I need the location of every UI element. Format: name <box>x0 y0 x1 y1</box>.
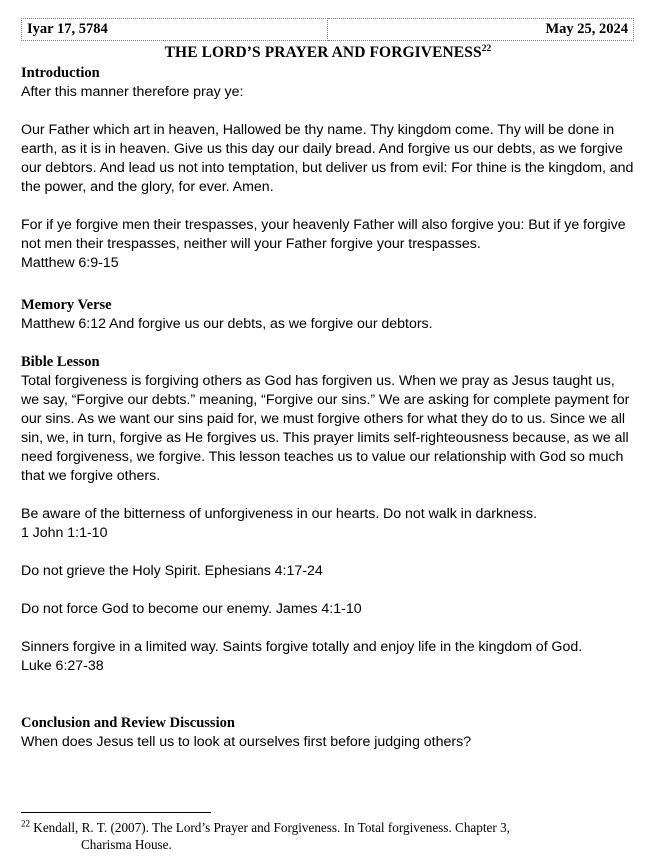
spacer <box>21 273 635 292</box>
hebrew-date-cell: Iyar 17, 5784 <box>22 19 328 41</box>
spacer <box>21 102 635 121</box>
title-footnote-marker: 22 <box>481 43 492 54</box>
footnote-line-2: Charisma House. <box>81 837 172 853</box>
lesson-point-text-2: Do not force God to become our enemy. James 4:1-10 <box>21 601 362 618</box>
heading-memory-verse: Memory Verse <box>21 297 112 314</box>
spacer <box>21 581 635 600</box>
document-body <box>21 64 635 752</box>
spacer <box>21 676 635 695</box>
footnote-marker: 22 <box>21 818 30 829</box>
memory-verse-text: Matthew 6:12 And forgive us our debts, as we forgive our debtors. <box>21 315 433 332</box>
heading-bible-lesson: Bible Lesson <box>21 353 100 370</box>
bible-lesson-paragraph: Total forgiveness is forgiving others as God has forgiven us. When we pray as Jesus taught us, we say, “Forgive our debts.” meaning, “Forgive our sins.” We are asking for complete payment for our sins. As we want our sins paid for, we must forgive others for what they do to us. Since we all sin, we, in turn, forgive as He forgives us. This prayer limits self-righteousness because, as we all need forgiveness, we forgive. This lesson teaches us to value our relationship with God so much that we forgive others. <box>21 372 630 484</box>
lords-prayer-paragraph: Our Father which art in heaven, Hallowed be thy name. Thy kingdom come. Thy will be done in earth, as it is in heaven. Give us this day our daily bread. And forgive us our debts, as we forgive our debtors. And lead us not into temptation, but deliver us from evil: For thine is the kingdom, and the power, and the glory, for ever. Amen. <box>21 121 634 195</box>
spacer <box>21 197 635 216</box>
spacer <box>21 486 635 505</box>
page-title <box>21 44 635 62</box>
footnote-separator-rule <box>21 812 211 813</box>
date-header-table <box>21 18 634 41</box>
gregorian-date-cell: May 25, 2024 <box>328 19 634 41</box>
heading-conclusion: Conclusion and Review Discussion <box>21 715 235 732</box>
introduction-lead-line: After this manner therefore pray ye: <box>21 83 244 100</box>
heading-introduction: Introduction <box>21 64 100 81</box>
lesson-point-text-3: Sinners forgive in a limited way. Saints forgive totally and enjoy life in the kingdom of God. <box>21 639 583 656</box>
spacer <box>21 334 635 353</box>
lesson-point-text-0: Be aware of the bitterness of unforgiveness in our hearts. Do not walk in darkness. <box>21 505 538 522</box>
introduction-scripture-reference: Matthew 6:9-15 <box>21 255 119 271</box>
footnote-line-1: Kendall, R. T. (2007). The Lord’s Prayer and Forgiveness. In Total forgiveness. Chapter 3, <box>33 820 510 836</box>
trespasses-paragraph: For if ye forgive men their trespasses, your heavenly Father will also forgive you: But if ye forgive not men their trespasses, neither will your Father forgive your trespasses. <box>21 216 626 252</box>
date-header-row <box>22 19 634 41</box>
conclusion-question: When does Jesus tell us to look at ourselves first before judging others? <box>21 733 472 750</box>
spacer <box>21 543 635 562</box>
spacer <box>21 619 635 638</box>
footnote-citation <box>21 820 635 854</box>
page-title-text: THE LORD’S PRAYER AND FORGIVENESS <box>164 44 482 62</box>
spacer <box>21 695 635 714</box>
lesson-point-text-1: Do not grieve the Holy Spirit. Ephesians 4:17-24 <box>21 563 323 579</box>
lesson-point-reference-0: 1 John 1:1-10 <box>21 524 108 541</box>
footnote-area <box>21 812 635 854</box>
lesson-point-reference-3: Luke 6:27-38 <box>21 658 104 675</box>
